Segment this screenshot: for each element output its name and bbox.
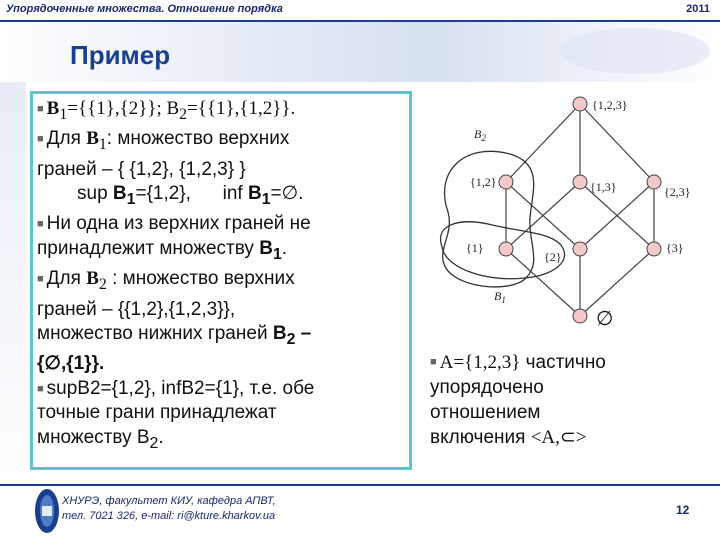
- decorative-shape: [560, 28, 710, 74]
- node-label-13: {1,3}: [590, 180, 617, 194]
- text-span: множество нижних граней: [37, 323, 273, 345]
- text-span: : множество верхних: [106, 268, 295, 290]
- text-span: .: [158, 426, 164, 448]
- bullet-icon: ■: [37, 273, 44, 286]
- text-span: Для: [46, 268, 87, 290]
- text-span: множеству B: [37, 426, 150, 448]
- set-b1-sub: 1: [59, 106, 68, 124]
- poset-notation: <A,⊂>: [530, 427, 587, 449]
- b2-region: [443, 151, 534, 287]
- text-span: sup: [77, 183, 113, 205]
- text-span: supB2={1,2}, infB2={1}, т.е. обе: [46, 377, 315, 399]
- text-span: =∅.: [270, 183, 304, 205]
- page-number: 12: [676, 503, 690, 517]
- footer-divider: [0, 484, 720, 486]
- text-span: ={1,2}, inf: [135, 183, 248, 205]
- text-line-9: [37, 322, 405, 352]
- bullet-icon: ■: [37, 218, 44, 231]
- text-span: .: [281, 238, 288, 260]
- text-line-3: граней – { {1,2}, {1,2,3} }: [37, 158, 246, 180]
- text-line-11: [37, 377, 405, 402]
- right-line-2: упорядочено: [430, 377, 544, 399]
- header-bar: [0, 0, 720, 22]
- bottom-node-label: ∅: [596, 308, 614, 330]
- footer-info: [62, 494, 276, 524]
- text-line-5: [37, 212, 405, 237]
- set-letter: B: [259, 238, 273, 260]
- right-line-4: [430, 425, 710, 450]
- text-line-7: [37, 267, 405, 297]
- set-sub: 1: [261, 191, 271, 209]
- set-sub: 2: [286, 330, 296, 348]
- hasse-diagram: [430, 92, 714, 342]
- b2-label: $B_2$: [474, 127, 486, 143]
- slide-title: Пример: [70, 40, 171, 70]
- text-span: –: [295, 323, 312, 345]
- set-a-def: ={1,2,3}: [453, 352, 521, 373]
- set-sub: 2: [149, 434, 159, 452]
- text-span: Ни одна из верхних граней не: [46, 213, 311, 235]
- example-text-box: [30, 91, 412, 470]
- footer-line-1: ХНУРЭ, факультет КИУ, кафедра АПВТ,: [62, 495, 276, 507]
- text-line-13: [37, 426, 405, 456]
- set-b1-letter: B: [46, 98, 60, 120]
- set-sub: 1: [272, 245, 282, 263]
- right-text: [430, 350, 710, 450]
- university-logo-icon: [34, 488, 60, 534]
- text-line-10: [37, 352, 405, 376]
- set-b2-def: ={{1},{1,2}}.: [187, 98, 296, 120]
- right-line-3: отношением: [430, 402, 541, 424]
- bullet-icon: ■: [430, 356, 437, 369]
- bullet-icon: ■: [37, 133, 44, 146]
- node-label-123: {1,2,3}: [592, 98, 628, 112]
- set-sub: 1: [126, 191, 136, 209]
- set-sub: 2: [98, 276, 107, 294]
- text-span: включения: [430, 427, 531, 449]
- text-span: : множество верхних: [106, 128, 290, 150]
- text-line-8: граней – {{1,2},{1,2,3}},: [37, 298, 236, 320]
- text-line-12: точные грани принадлежат: [37, 402, 277, 424]
- text-span: Для: [46, 128, 87, 150]
- text-span: {∅,{1}}.: [37, 353, 105, 375]
- bullet-icon: ■: [37, 382, 44, 395]
- set-b2-sub: 2: [179, 106, 188, 124]
- set-letter: B: [272, 323, 287, 345]
- node-label-12: {1,2}: [470, 175, 497, 189]
- left-decor-stripe: [0, 82, 26, 482]
- text-span: принадлежит множеству: [37, 238, 260, 260]
- node-label-3: {3}: [666, 241, 684, 255]
- set-sub: 1: [98, 136, 107, 154]
- text-line-1: [37, 97, 405, 127]
- bullet-icon: ■: [37, 103, 44, 115]
- node-label-2: {2}: [544, 250, 562, 264]
- footer-line-2: тел. 7021 326, e-mail: ri@kture.kharkov.ua: [62, 510, 276, 522]
- text-line-6: [37, 237, 405, 267]
- text-line-4: [37, 182, 405, 212]
- set-b1-def: ={{1},{2}}; B: [67, 98, 180, 120]
- header-title: Упорядоченные множества. Отношение порядка: [6, 3, 283, 15]
- set-letter: B: [247, 183, 262, 205]
- set-letter: B: [86, 268, 99, 290]
- set-letter: B: [86, 128, 99, 150]
- right-line-1: [430, 350, 710, 375]
- node-label-23: {2,3}: [664, 185, 691, 199]
- b1-label: $B_1$: [494, 289, 506, 305]
- text-line-2: [37, 127, 405, 157]
- set-a-letter: A: [439, 352, 454, 373]
- node-label-1: {1}: [466, 241, 484, 255]
- set-letter: B: [112, 183, 127, 205]
- header-year: 2011: [686, 3, 710, 15]
- text-span: частично: [520, 352, 606, 373]
